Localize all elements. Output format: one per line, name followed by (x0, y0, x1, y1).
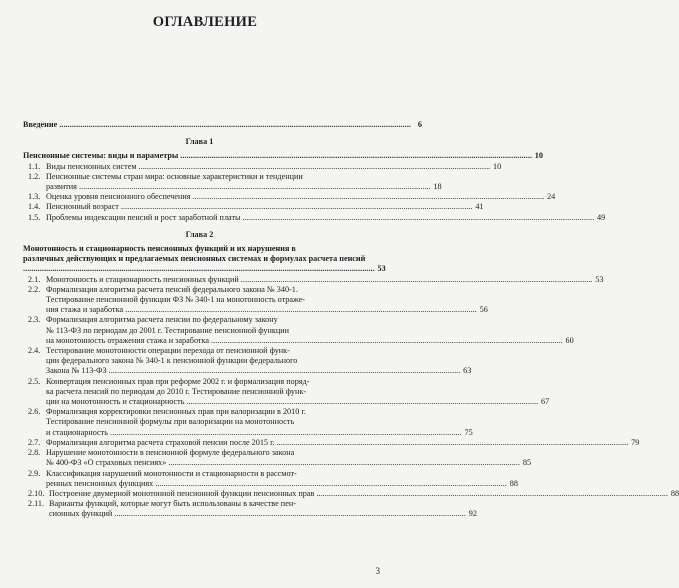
toc-entry-number: 2.2. (28, 284, 41, 294)
toc-page-number: 56 (479, 305, 488, 315)
toc-entry-title-line: различных действующих и предлагаемых пенсионных системах и формулах расчета пенсий (23, 254, 366, 264)
toc-chapter-title[interactable] (23, 151, 543, 161)
toc-entry[interactable] (23, 499, 477, 519)
chapter-heading: Глава 2 (185, 229, 214, 239)
toc-entry-number: 2.3. (28, 315, 41, 325)
toc-entry-text: Формализация алгоритма расчета пенсий федерального закона № 340-1. (46, 284, 298, 294)
toc-entry-number: 2.7. (28, 437, 41, 447)
toc-entry-text: Тестирование монотонности операции перехода от пенсионной функ- (46, 346, 290, 356)
toc-entry-text: № 113-ФЗ по периодам до 2001 г. Тестирование пенсионной функции (46, 325, 289, 335)
toc-entry[interactable] (23, 407, 473, 438)
toc-page-number: 6 (417, 120, 422, 129)
toc-entry-number: 2.1. (28, 274, 41, 284)
dot-leader (109, 366, 460, 376)
dot-leader (114, 509, 465, 519)
dot-leader (168, 458, 519, 468)
dot-leader (59, 120, 410, 130)
dot-leader (186, 397, 537, 407)
toc-entry-number: 2.6. (28, 407, 41, 417)
dot-leader (155, 479, 506, 489)
toc-entry-number: 1.3. (28, 192, 41, 202)
toc-entry[interactable] (23, 212, 606, 223)
toc-entry-number: 2.5. (28, 376, 41, 386)
toc-entry-text: ции на монотонность и стационарность (46, 397, 185, 407)
toc-entry-title-line: Монотонность и стационарность пенсионных функций и их нарушения в (23, 244, 296, 254)
toc-entry[interactable] (23, 488, 679, 499)
toc-entry-text: развития (46, 182, 77, 192)
toc-entry-text: Монотонность и стационарность пенсионных функций (46, 274, 239, 284)
toc-page-number: 49 (597, 212, 606, 222)
toc-page-number: 88 (509, 478, 518, 488)
toc-entry[interactable] (23, 448, 532, 468)
toc-entry-title: Введение (23, 120, 58, 129)
toc-page-number: 88 (670, 488, 679, 498)
toc-page-number: 85 (522, 458, 532, 468)
dot-leader (277, 438, 628, 448)
page-number: 3 (375, 566, 380, 576)
toc-entry[interactable] (23, 284, 488, 316)
toc-entry[interactable] (23, 274, 604, 285)
toc-page-number: 60 (565, 335, 574, 345)
toc-entry-text: Пенсионные системы стран мира: основные характеристики и тенденции (46, 171, 303, 181)
toc-entry-text: Построение двумерной монотонной пенсионной функции пенсионных прав (49, 488, 315, 498)
toc-entry-text: на монотонность отражения стажа и заработка (46, 335, 209, 345)
toc-entry-text: Пенсионный возраст (46, 202, 119, 212)
toc-entry-text: ренных пенсионных функциях (46, 478, 154, 488)
toc-entry-text: Конвертация пенсионных прав при реформе 2002 г. и формализация поряд- (46, 376, 310, 386)
dot-leader (125, 305, 476, 315)
toc-entry-number: 1.2. (28, 171, 41, 181)
toc-entry-number: 2.10. (28, 488, 45, 498)
toc-entry-number: 2.4. (28, 346, 41, 356)
toc-entry-text: Формализация корректировки пенсионных прав при валоризации в 2010 г. (46, 407, 306, 417)
toc-entry[interactable] (23, 161, 502, 172)
toc-entry-text: Формализация алгоритма расчета страховой пенсии после 2015 г. (46, 437, 275, 447)
dot-leader (23, 264, 374, 274)
toc-entry-text: Нарушение монотонности в пенсионной формуле федерального закона (46, 448, 295, 458)
toc-entry-title: Пенсионные системы: виды и параметры (23, 151, 179, 161)
toc-page-number: 10 (534, 151, 543, 161)
toc-page-number: 67 (541, 397, 550, 407)
chapter-heading: Глава 1 (185, 137, 214, 147)
toc-entry-text: Проблемы индексации пенсий и рост заработной платы (46, 212, 241, 222)
dot-leader (316, 489, 667, 499)
toc-page-number: 92 (468, 509, 477, 519)
toc-entry[interactable] (23, 346, 472, 377)
toc-entry-text: ка расчета пенсий по периодам до 2010 г. Тестирование пенсионной функ- (46, 386, 307, 396)
toc-entry-text: ния стажа и заработка (46, 305, 124, 315)
toc-entry-text: Тестирование пенсионной формулы при валоризации на монотонность (46, 417, 295, 427)
toc-entry[interactable] (23, 468, 518, 489)
toc-entry[interactable] (23, 192, 556, 202)
dot-leader (241, 275, 592, 285)
toc-page-number: 63 (463, 366, 472, 376)
toc-page-number: 10 (493, 161, 502, 171)
toc-page-number: 24 (547, 192, 556, 202)
dot-leader (211, 336, 562, 346)
toc-entry-text: Формализация алгоритма расчета пенсии по федеральному закону (46, 315, 278, 325)
toc-entry-intro[interactable] (23, 120, 422, 130)
toc-entry[interactable] (23, 437, 640, 448)
toc-entry[interactable] (23, 202, 484, 212)
dot-leader (180, 151, 531, 161)
toc-entry[interactable] (23, 171, 442, 192)
toc-entry-text: Варианты функций, которые могут быть использованы в качестве пен- (49, 499, 296, 509)
toc-entry[interactable] (23, 376, 550, 408)
toc-entry-number: 1.5. (28, 212, 41, 222)
page-title: ОГЛАВЛЕНИЕ (152, 14, 258, 30)
toc-entry-text: Виды пенсионных систем (46, 161, 137, 171)
toc-entry-number: 2.11. (28, 499, 45, 509)
toc-entry-text: № 400-ФЗ «О страховых пенсиях» (46, 458, 167, 468)
toc-entry-text: Классификация нарушений монотонности и стационарности в рассмот- (46, 468, 297, 478)
toc-page-number: 53 (377, 264, 386, 274)
toc-page-number: 75 (464, 427, 473, 437)
dot-leader (193, 192, 544, 202)
toc-page-number: 79 (631, 437, 640, 447)
toc-page-number: 53 (595, 274, 604, 284)
dot-leader (121, 202, 472, 212)
toc-page-number: 41 (475, 202, 484, 212)
toc-chapter-title[interactable] (23, 244, 386, 275)
dot-leader (79, 182, 430, 192)
toc-entry-text: и стационарность (46, 427, 108, 437)
dot-leader (139, 162, 490, 172)
table-of-contents (23, 120, 679, 520)
toc-entry-text: Закона № 113-ФЗ (46, 366, 107, 376)
toc-entry-number: 2.8. (28, 448, 41, 458)
toc-page-number: 18 (433, 182, 442, 192)
toc-entry-text: Оценка уровня пенсионного обеспечения (46, 192, 191, 202)
dot-leader (243, 213, 594, 223)
toc-entry[interactable] (23, 315, 574, 346)
toc-entry-number: 1.1. (28, 161, 41, 171)
toc-entry-text: ции федерального закона № 340-1 к пенсионной функции федерального (46, 356, 298, 366)
toc-entry-text: Тестирование пенсионной функции ФЗ № 340-1 на монотонность отраже- (46, 295, 305, 305)
toc-entry-text: сионных функций (49, 509, 113, 519)
dot-leader (110, 428, 461, 438)
toc-entry-number: 2.9. (28, 468, 41, 478)
toc-entry-number: 1.4. (28, 202, 41, 212)
